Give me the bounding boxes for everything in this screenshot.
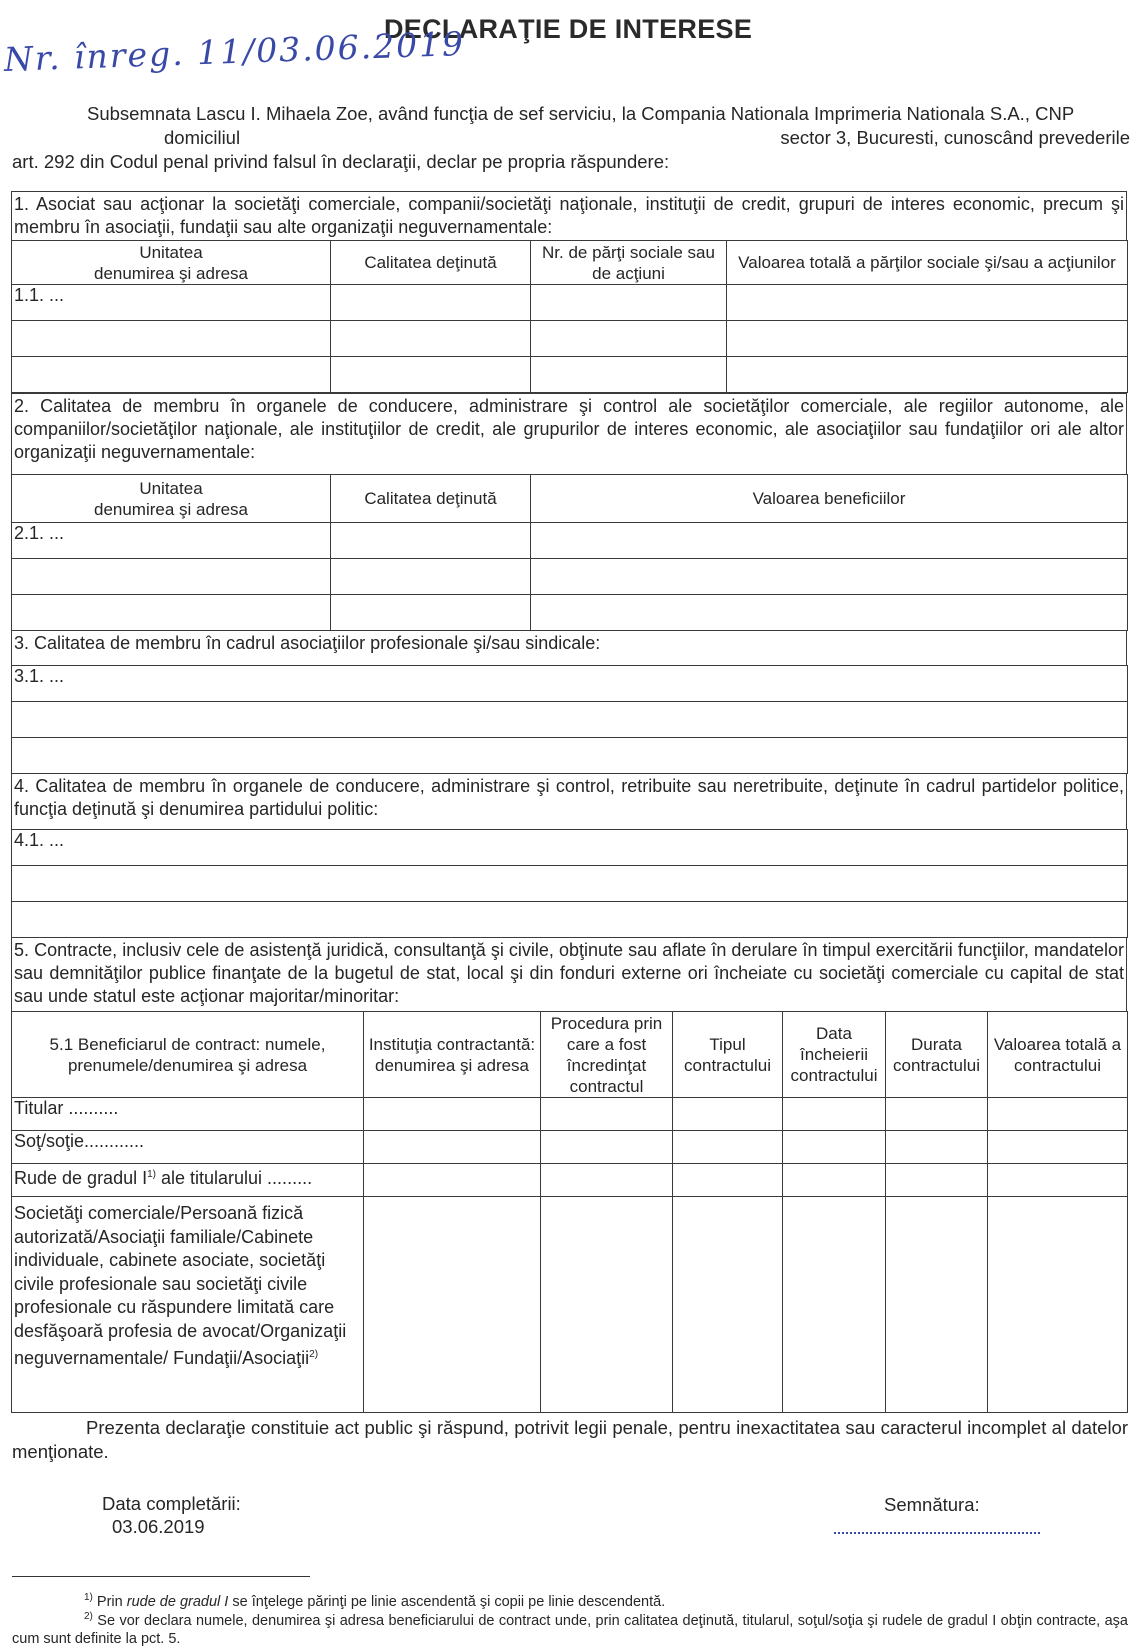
signature-line: [834, 1528, 1040, 1534]
col-unit-header: [12, 241, 331, 285]
section-3-heading: 3. Calitatea de membru în cadrul asociaţiilor profesionale şi/sau sindicale:: [11, 630, 1127, 665]
col-procedure-header: Procedura prin care a fost încredinţat contractul: [541, 1012, 673, 1098]
intro-paragraph: [12, 102, 1130, 174]
section-4-table: [11, 829, 1128, 938]
row-relatives-suffix: ale titularului .........: [156, 1168, 313, 1188]
row-label-2-1: 2.1. ...: [12, 523, 331, 559]
footnote-ref-2: 2): [309, 1349, 319, 1360]
col-unit-line1: Unitatea: [139, 242, 203, 262]
col-value-header: Valoarea totală a părţilor sociale şi/sau a acţiunilor: [727, 241, 1128, 285]
intro-line-1: Subsemnata Lascu I. Mihaela Zoe, având funcţia de sef serviciu, la Compania Nationala Imprimeria Nationala S.A., CNP: [87, 103, 1075, 124]
row-relatives: [12, 1164, 364, 1197]
completion-date-value: 03.06.2019: [112, 1516, 205, 1537]
col-benefits-header: Valoarea beneficiilor: [531, 475, 1128, 523]
domicile-label: domiciliul: [164, 127, 241, 148]
col-beneficiary-header: 5.1 Beneficiarul de contract: numele, prenumele/denumirea şi adresa: [12, 1012, 364, 1098]
col-shares-header: Nr. de părţi sociale sau de acţiuni: [531, 241, 727, 285]
section-1-heading: 1. Asociat sau acţionar la societăţi comerciale, companii/societăţi naţionale, instituţii de credit, grupuri de interes economic, precum şi membru în asociaţii, fundaţii sau alte organizaţii neguvernamentale:: [11, 191, 1127, 240]
section-1-table: [11, 240, 1128, 393]
section-3-table: [11, 665, 1128, 774]
footnote-1-emphasis: rude de gradul I: [126, 1593, 229, 1610]
address-text: sector 3, Bucuresti, cunoscând prevederile: [780, 127, 1130, 148]
row-companies-text: Societăţi comerciale/Persoană fizică autorizată/Asociaţii familiale/Cabinete individuale, cabinete asociate, societăţi civile profesionale sau societăţi civile profesionale cu răspundere limitată care desfăşoară profesia de avocat/Organizaţii neguvernamentale/ Fundaţii/Asociaţii: [14, 1203, 347, 1368]
footnote-2: [12, 1608, 1128, 1648]
col-contract-date-header: Data încheierii contractului: [783, 1012, 886, 1098]
public-act-statement: Prezenta declaraţie constituie act public şi răspund, potrivit legii penale, pentru inexactitatea sau caracterul incomplet al datelor menţionate.: [12, 1417, 1128, 1462]
section-5-heading: 5. Contracte, inclusiv cele de asistenţă juridică, consultanţă şi civile, obţinute sau aflate în derulare în timpul exercitării funcţiilor, mandatelor sau demnităţilor publice finanţate de la bugetul de stat, local şi din fonduri externe ori încheiate cu societăţi comerciale cu capital de stat sau unde statul este acţionar majoritar/minoritar:: [11, 937, 1127, 1011]
row-relatives-text: Rude de gradul I: [14, 1168, 148, 1188]
col-contract-duration-header: Durata contractului: [886, 1012, 988, 1098]
section-4-heading: 4. Calitatea de membru în organele de conducere, administrare şi control, retribuite sau neretribuite, deţinute în cadrul partidelor politice, funcţia deţinută şi denumirea partidului politic:: [11, 773, 1127, 829]
row-label-1-1: 1.1. ...: [12, 285, 331, 321]
col-unit-line2: denumirea şi adresa: [93, 499, 249, 519]
col-contracting-institution-header: Instituţia contractantă: denumirea şi adresa: [364, 1012, 541, 1098]
footnote-divider: [12, 1576, 310, 1577]
col-contract-type-header: Tipul contractului: [673, 1012, 783, 1098]
row-label-4-1: 4.1. ...: [12, 830, 1128, 866]
row-companies: [12, 1197, 364, 1413]
section-5-table: [11, 1011, 1128, 1413]
document-title: DECLARAŢIE DE INTERESE: [384, 14, 753, 44]
col-unit-line2: denumirea şi adresa: [93, 263, 249, 283]
col-contract-value-header: Valoarea totală a contractului: [988, 1012, 1128, 1098]
footnote-1-text-b: se înţelege părinţi pe linie ascendentă şi copii pe linie descendentă.: [228, 1593, 666, 1610]
col-quality-header: Calitatea deţinută: [331, 241, 531, 285]
footnote-2-mark: 2): [84, 1611, 93, 1622]
col-quality-header: Calitatea deţinută: [331, 475, 531, 523]
row-label-3-1: 3.1. ...: [12, 666, 1128, 702]
row-spouse: Soţ/soţie............: [12, 1131, 364, 1164]
handwritten-registration-number: Nr. înreg. 11/03.06.2019: [3, 23, 466, 79]
intro-line-3: art. 292 din Codul penal privind falsul în declaraţii, declar pe propria răspundere:: [12, 151, 670, 172]
footnote-1-text-a: Prin: [92, 1593, 127, 1610]
signature-label: Semnătura:: [884, 1494, 980, 1515]
col-unit-header: [12, 475, 331, 523]
row-titular: Titular ..........: [12, 1098, 364, 1131]
col-unit-line1: Unitatea: [139, 478, 203, 498]
section-2-heading: 2. Calitatea de membru în organele de conducere, administrare şi control ale societăţilor comerciale, ale regiilor autonome, ale companiilor/societăţilor naţionale, ale instituţiilor de credit, ale grupurilor de interes economic, ale asociaţiilor sau fundaţiilor ori ale altor organizaţii neguvernamentale:: [11, 393, 1127, 474]
section-2-table: [11, 474, 1128, 631]
footnote-1-mark: 1): [84, 1592, 93, 1603]
footnote-2-text: Se vor declara numele, denumirea şi adresa beneficiarului de contract unde, prin calitatea deţinută, titularul, soţul/soţia şi rudele de gradul I obţin contracte, aşa cum sunt definite la pct. 5.: [12, 1612, 1128, 1647]
intro-line-2: [12, 126, 1130, 150]
completion-date-label: Data completării:: [102, 1493, 241, 1514]
footnote-ref-1: 1): [147, 1169, 156, 1180]
